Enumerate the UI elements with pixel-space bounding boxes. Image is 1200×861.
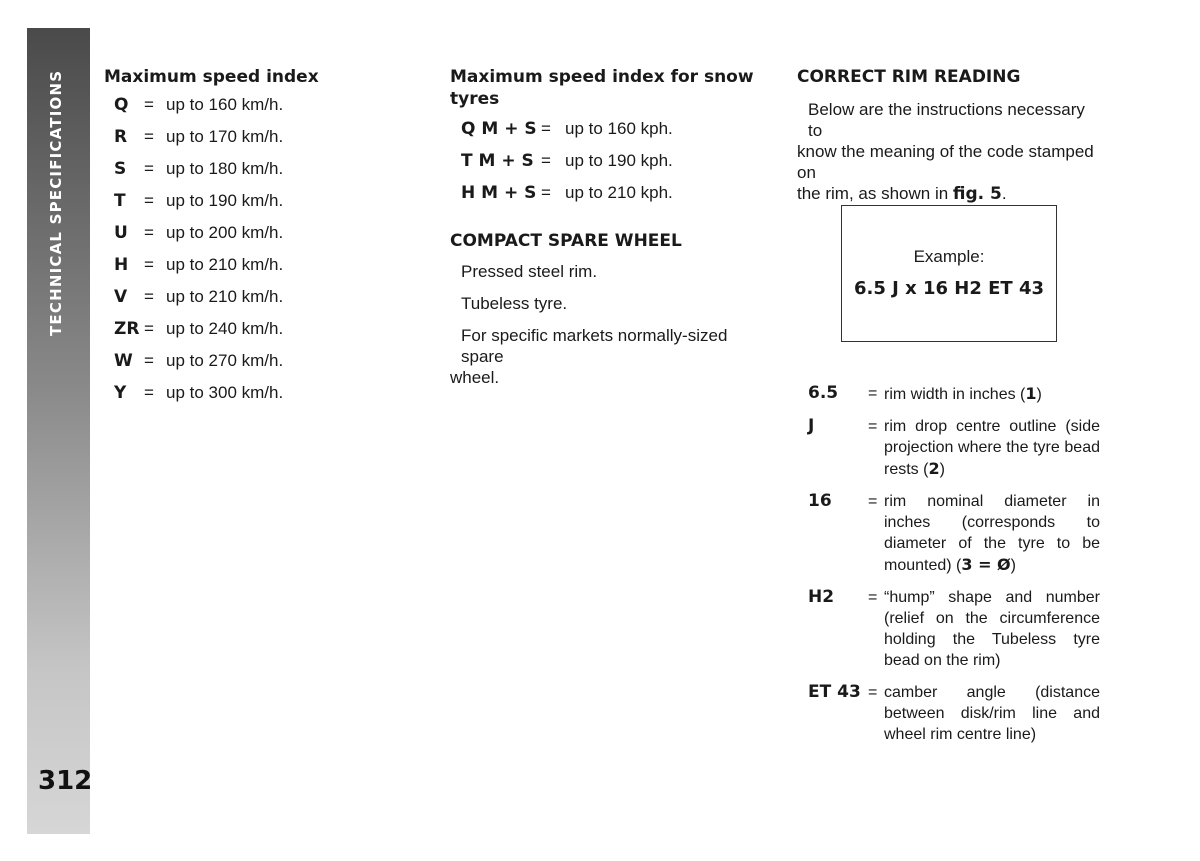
figure-callout: 2	[928, 459, 940, 478]
intro-line: the rim, as shown in	[797, 184, 953, 203]
equals-sign: =	[868, 493, 878, 510]
speed-value: up to 240 km/h.	[166, 319, 284, 338]
snow-code: H M + S	[461, 183, 537, 203]
title-line: Maximum speed index for snow	[450, 67, 754, 87]
definition-text	[884, 491, 1100, 576]
speed-value: up to 270 km/h.	[166, 351, 284, 370]
snow-code: Q M + S	[461, 119, 537, 139]
speed-value: up to 180 km/h.	[166, 159, 284, 178]
example-box	[841, 205, 1057, 342]
intro-line: know the meaning of the code stamped on	[797, 142, 1094, 182]
definition-text-part: )	[1036, 386, 1042, 403]
intro-paragraph	[797, 99, 1099, 205]
snow-value: up to 160 kph.	[565, 119, 673, 138]
snow-speed-index-title	[450, 66, 760, 110]
speed-value: up to 210 km/h.	[166, 287, 284, 306]
rim-code-definitions	[808, 383, 1100, 756]
definition-code: 6.5	[808, 383, 839, 403]
definition-row	[808, 491, 1100, 576]
example-code: 6.5 J x 16 H2 ET 43	[853, 278, 1045, 299]
figure-reference: fig. 5	[952, 184, 1002, 204]
definition-row	[808, 587, 1100, 671]
section-label: TECHNICAL SPECIFICATIONS	[47, 69, 65, 336]
page-number: 312	[38, 766, 93, 796]
speed-row	[104, 383, 404, 415]
equals-sign: =	[868, 385, 878, 402]
speed-code: H	[114, 255, 129, 275]
definition-text	[884, 682, 1100, 745]
speed-value: up to 170 km/h.	[166, 127, 284, 146]
speed-row	[104, 287, 404, 319]
spare-line-part: For specific markets normally-sized spare	[461, 326, 728, 366]
snow-row	[450, 119, 760, 151]
definition-text-part: rim width in inches (	[884, 386, 1026, 403]
speed-index-title: Maximum speed index	[104, 67, 319, 87]
definition-text-part: )	[1010, 557, 1016, 574]
speed-row	[104, 223, 404, 255]
definition-text	[884, 587, 1100, 671]
equals-sign: =	[144, 351, 154, 370]
speed-index-column	[104, 66, 404, 415]
equals-sign: =	[541, 119, 551, 138]
definition-row	[808, 682, 1100, 745]
equals-sign: =	[144, 95, 154, 114]
speed-row	[104, 319, 404, 351]
equals-sign: =	[144, 383, 154, 402]
speed-row	[104, 191, 404, 223]
example-label: Example:	[913, 247, 985, 266]
spare-line	[450, 325, 760, 388]
speed-value: up to 300 km/h.	[166, 383, 284, 402]
speed-value: up to 160 km/h.	[166, 95, 284, 114]
equals-sign: =	[868, 684, 878, 701]
snow-row	[450, 151, 760, 183]
equals-sign: =	[144, 127, 154, 146]
definition-code: ET 43	[808, 682, 861, 702]
intro-line: Below are the instructions necessary to	[808, 100, 1085, 140]
speed-code: T	[114, 191, 126, 211]
definition-row	[808, 383, 1100, 405]
definition-text-part: rim drop centre outline (side projection where the tyre bead rests (	[884, 418, 1100, 478]
speed-row	[104, 159, 404, 191]
definition-code: H2	[808, 587, 835, 607]
equals-sign: =	[541, 183, 551, 202]
definition-text	[884, 416, 1100, 480]
equals-sign: =	[144, 319, 154, 338]
figure-callout: 1	[1025, 384, 1037, 403]
rim-reading-column	[797, 66, 1099, 205]
snow-value: up to 210 kph.	[565, 183, 673, 202]
spare-line-part: wheel.	[450, 368, 500, 387]
equals-sign: =	[144, 287, 154, 306]
equals-sign: =	[144, 255, 154, 274]
equals-sign: =	[868, 589, 878, 606]
equals-sign: =	[144, 223, 154, 242]
speed-value: up to 210 km/h.	[166, 255, 284, 274]
equals-sign: =	[541, 151, 551, 170]
definition-code: J	[808, 416, 815, 436]
definition-row	[808, 416, 1100, 480]
speed-code: ZR	[114, 319, 140, 339]
speed-code: W	[114, 351, 133, 371]
title-line: tyres	[450, 89, 500, 109]
snow-row	[450, 183, 760, 215]
speed-row	[104, 351, 404, 383]
definition-text-part: “hump” shape and number (relief on the circumference holding the Tubeless tyre bead on the rim)	[884, 589, 1100, 669]
equals-sign: =	[868, 418, 878, 435]
speed-row	[104, 255, 404, 287]
definition-text-part: )	[939, 461, 945, 478]
speed-code: Y	[114, 383, 127, 403]
speed-code: R	[114, 127, 128, 147]
figure-callout: 3 = Ø	[961, 555, 1011, 574]
rim-reading-title: CORRECT RIM READING	[797, 67, 1021, 87]
snow-code: T M + S	[461, 151, 534, 171]
equals-sign: =	[144, 159, 154, 178]
speed-code: S	[114, 159, 127, 179]
speed-code: V	[114, 287, 128, 307]
definition-text-part: camber angle (distance between disk/rim line and wheel rim centre line)	[884, 684, 1100, 743]
speed-code: Q	[114, 95, 129, 115]
spare-wheel-title: COMPACT SPARE WHEEL	[450, 231, 682, 251]
speed-row	[104, 95, 404, 127]
spare-line: Tubeless tyre.	[461, 294, 568, 313]
equals-sign: =	[144, 191, 154, 210]
intro-line-end: .	[1001, 184, 1007, 203]
speed-code: U	[114, 223, 128, 243]
definition-code: 16	[808, 491, 832, 511]
spare-line: Pressed steel rim.	[461, 262, 598, 281]
speed-row	[104, 127, 404, 159]
snow-spare-column	[450, 66, 760, 388]
definition-text	[884, 383, 1100, 405]
definition-text-part: rim nominal diameter in inches (corresponds to diameter of the tyre to be mounted) (	[884, 493, 1100, 574]
snow-value: up to 190 kph.	[565, 151, 673, 170]
speed-value: up to 190 km/h.	[166, 191, 284, 210]
speed-value: up to 200 km/h.	[166, 223, 284, 242]
